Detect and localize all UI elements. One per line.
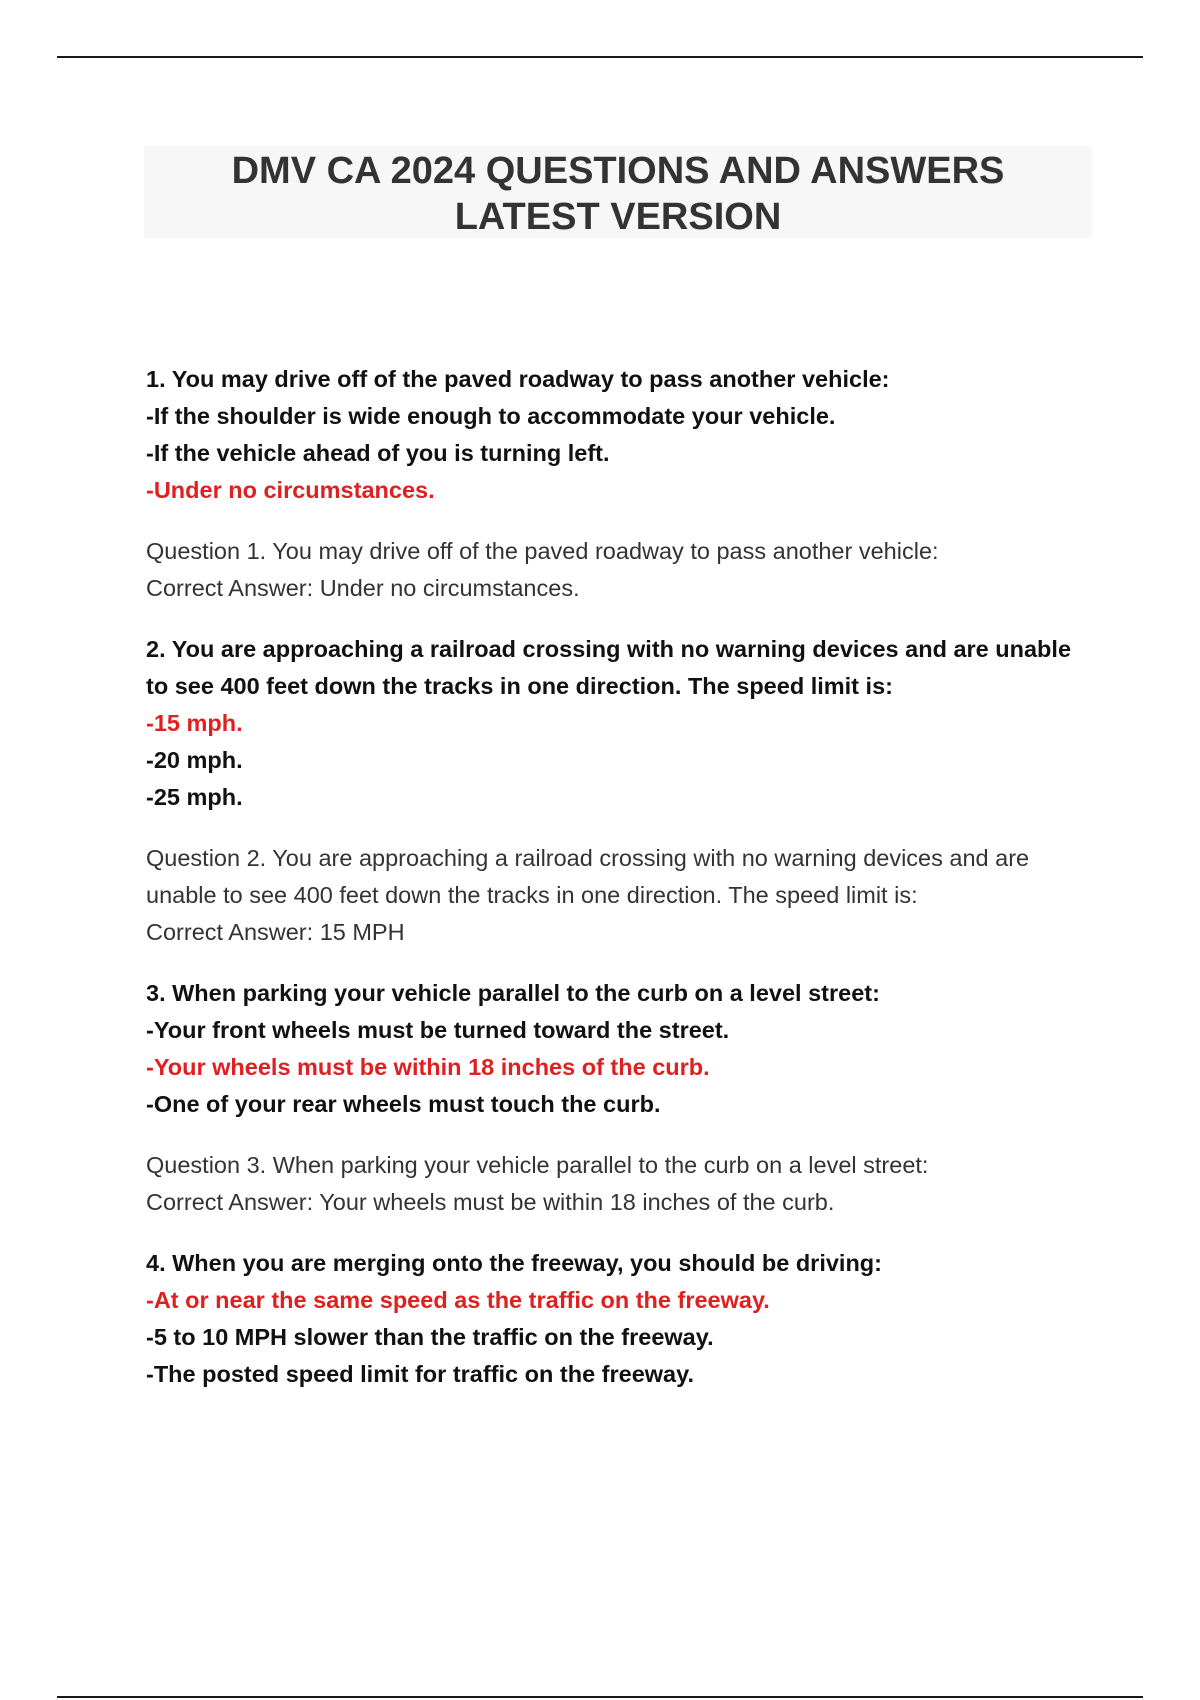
option: -20 mph. [146, 747, 243, 773]
answer-2 [146, 816, 1076, 975]
question-1 [146, 361, 1076, 509]
question-prompt: 2. You are approaching a railroad crossing with no warning devices and are unable to see 400 feet down the tracks in one direction. The speed limit is: [146, 636, 1072, 699]
answer-text: Correct Answer: Under no circumstances. [146, 575, 580, 601]
question-prompt: 1. You may drive off of the paved roadway to pass another vehicle: [146, 366, 890, 392]
answer-3 [146, 1123, 1076, 1245]
question-3 [146, 975, 1076, 1123]
top-rule [57, 56, 1143, 58]
answer-question: Question 1. You may drive off of the paved roadway to pass another vehicle: [146, 538, 939, 564]
answer-question: Question 2. You are approaching a railroad crossing with no warning devices and are unable to see 400 feet down the tracks in one direction. The speed limit is: [146, 845, 1030, 908]
option: -If the shoulder is wide enough to accommodate your vehicle. [146, 403, 836, 429]
answer-question: Question 3. When parking your vehicle parallel to the curb on a level street: [146, 1152, 929, 1178]
answer-text: Correct Answer: Your wheels must be within 18 inches of the curb. [146, 1189, 835, 1215]
option: -25 mph. [146, 784, 243, 810]
page-title [144, 148, 1092, 240]
title-line-1: DMV CA 2024 QUESTIONS AND ANSWERS [231, 150, 1005, 192]
option-correct: -Your wheels must be within 18 inches of the curb. [146, 1054, 710, 1080]
question-2 [146, 631, 1076, 816]
option: -The posted speed limit for traffic on the freeway. [146, 1361, 694, 1387]
question-prompt: 4. When you are merging onto the freeway, you should be driving: [146, 1250, 882, 1276]
qa-content [146, 361, 1076, 1393]
bottom-rule [57, 1696, 1143, 1698]
title-line-2: LATEST VERSION [454, 196, 782, 238]
answer-text: Correct Answer: 15 MPH [146, 919, 405, 945]
question-prompt: 3. When parking your vehicle parallel to the curb on a level street: [146, 980, 880, 1006]
option-correct: -Under no circumstances. [146, 477, 435, 503]
option: -5 to 10 MPH slower than the traffic on the freeway. [146, 1324, 714, 1350]
option-correct: -15 mph. [146, 710, 243, 736]
option: -Your front wheels must be turned toward the street. [146, 1017, 730, 1043]
option: -If the vehicle ahead of you is turning left. [146, 440, 610, 466]
option: -One of your rear wheels must touch the curb. [146, 1091, 661, 1117]
answer-1 [146, 509, 1076, 631]
option-correct: -At or near the same speed as the traffic on the freeway. [146, 1287, 770, 1313]
question-4 [146, 1245, 1076, 1393]
